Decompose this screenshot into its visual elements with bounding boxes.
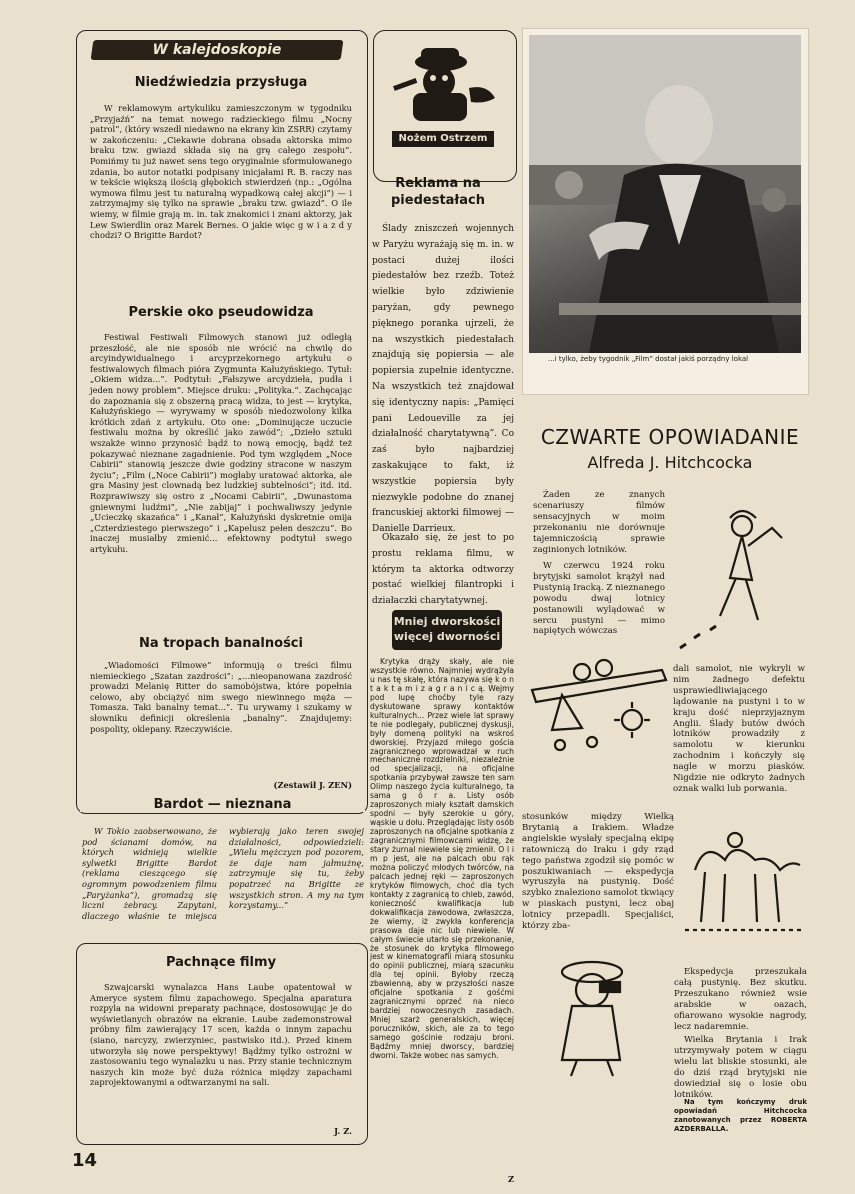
page-number: 14 <box>72 1150 98 1171</box>
hitchcock-p3: dali samolot, nie wykryli w nim żadnego defektu usprawiedliwiającego lądowanie na pustyni i to w kraju dość nieprzyjaznym Anglii. Ślady butów dwóch lotników prowadziły z samolotu w kierunku zachodnim i kończyły się nagle w morzu piasków. Nigdzie nie odkryto żadnych oznak walki lub porwania. <box>673 664 805 794</box>
hitchcock-title1: CZWARTE OPOWIADANIE <box>540 425 800 449</box>
pachnace-title: Pachnące filmy <box>165 955 277 970</box>
dworskosc-title: Mniej dworskości więcej dworności <box>393 615 501 643</box>
bardot-title: Bardot — nieznana <box>80 797 365 812</box>
camel-illustration-icon <box>675 810 810 945</box>
s2-title: Perskie oko pseudowidza <box>128 305 314 320</box>
nozem-label: Nożem Ostrzem <box>398 133 488 144</box>
explorer-illustration-icon <box>660 498 810 658</box>
s1-title: Niedźwiedzia przysługa <box>134 75 308 90</box>
hitchcock-p6: Wielka Brytania i Irak utrzymywały potem w ciągu wielu lat bliskie stosunki, ale do dziś rząd brytyjski nie dowiedział się o losie obu lotników. <box>674 1035 807 1100</box>
hitchcock-p5: Ekspedycja przeszukała całą pustynię. Bez skutku. Przeszukano również wsie arabskie w oazach, ofiarowano wysokie nagrody, lecz nadaremnie. <box>674 967 807 1032</box>
nozem-logo-icon <box>383 38 503 128</box>
pachnace-signature: J. Z. <box>334 1126 352 1136</box>
pachnace-body: Szwajcarski wynalazca Hans Laube opatentował w Ameryce system filmu zapachowego. Specjalna aparatura rozpyla na widowni preparaty pachnące, dostosowując je do wyświetlanych obrazów na ekranie. Laube zademonstrował próbny film zawierający 17 scen, każda o innym zapachu (siano, narcyzy, zwierzyniec, pastwisko itd.). Przed kinem utworzyła się nowe perspektywy! Bądźmy tylko ostrożni w zastosowaniu tego wynalazku u nas. Przy stanie technicznym naszych kin może być duża różnica między zapachami zaprojektowanymi a odtwarzanymi na sali. <box>90 982 352 1088</box>
hitchcock-title2: Alfreda J. Hitchcocka <box>587 453 753 472</box>
s3-body: „Wiadomości Filmowe” informują o treści filmu niemieckiego „Szatan zazdrości”: „...nieopanowana zazdrość prowadzi Melanię Ritter do samobójstwa, które popełnia celowo, aby obciążyć nim swego niewinnego męża — Tomasza. Taki banalny temat...”. Tu urywamy i szukamy w słowniku definicji określenia „banalny”. Znajdujemy: pospolity, oklepany. Rzeczywiście. <box>90 660 352 734</box>
photo-actor <box>529 35 801 353</box>
hitchcock-footer: Na tym kończymy druk opowiadań Hitchcocka zanotowanych przez ROBERTA AZDERBALLA. <box>674 1098 807 1133</box>
hitchcock-p2: W czerwcu 1924 roku brytyjski samolot krążył nad Pustynią Iracką. Z nieznanego powodu dwaj lotnicy postanowili wylądować w sercu pustyni — mimo napiętych wówczas <box>533 561 665 637</box>
dworskosc-body: Krytyka drąży skały, ale nie wszystkie równo. Najmniej wydrążyła u nas tę skałę, która nazywa się k o n t a k t a m i z a g r a n i c ą. Wejmy pod lupę choćby tyle razy dyskutowane sprawy kontaktów kulturalnych... Przez wiele lat sprawy te nie podlegały, publicznej dyskusji, były domeną polityki na wskroś dworskiej. Przyjazd miłego gościa zagranicznego wprowadzał w ruch mechaniczne rozdzielniki, niezależnie od specjalizacji, na oficjalne spotkania przybywał zawsze ten sam Olimp naszego życia kulturalnego, ta sama g ó r a. Listy osób zaproszonych miały kształt damskich spodni — były szerokie u góry, wąskie u dołu. Przeglądając listy osób zaproszonych na oficjalne spotkania z zagranicznymi filmowcami widzę, że stary żurnal niewiele się zmienił. O l i m p jest, ale na palcach obu rąk można policzyć młodych twórców, na palcach jednej ręki — zaproszonych krytyków filmowych, choć dla tych kontakty z zagranicą to chleb, zawód, konieczność kwalifikacja lub dokwalifikacja zawodowa, zwłaszcza, że wiemy, iż zwykła konferencja prasowa daje nic lub niewiele. W całym świecie utarło się przekonanie, że stosunek do krytyka filmowego jest w kinematografii miarą stosunku do opinii publicznej, miarą szacunku dla tej opinii. Byłoby rzeczą zbawienną, aby w przyszłości nasze oficjalne spotkania z gośćmi zagranicznymi oprzeć na nieco bardziej nowoczesnych zasadach. Mniej szarż generalskich, więcej poruczników, skich, ale za to tego samego gościnie rodzaju broni. Bądźmy mniej dworscy, bardziej dworni. Także wobec nas samych. <box>370 657 514 1060</box>
reklama-body2: Okazało się, że jest to po prostu reklama filmu, w którym ta aktorka odtworzy postać wielkiej filantropki i działaczki charytatywnej. <box>372 533 514 607</box>
dworskosc-signature: Z <box>507 1174 514 1184</box>
photo-caption: ...i tylko, żeby tygodnik „Film” dostał jakiś porządny lokal <box>548 355 749 363</box>
plane-illustration-icon <box>522 650 672 775</box>
reklama-body: Ślady zniszczeń wojennych w Paryżu wyrażają się m. in. w postaci dużej ilości piedestałów bez rzeźb. Toteż wielkie było zdziwienie paryżan, gdy pewnego pięknego poranka ujrzeli, że na wszystkich piedestałach znajdują się popiersia — ale popiersia zupełnie identyczne. Na wszystkich też znajdował się identyczny napis: „Pamięci pani Ledoueville za jej działalność charytatywną”. Co zaś było najbardziej zaskakujące to fakt, iż wszystkie popiersia były niezwykle podobne do znanej francuskiej aktorki filmowej — Danielle Darrieux. <box>372 224 514 535</box>
s1-body: W reklamowym artykuliku zamieszczonym w tygodniku „Przyjaźń” na temat nowego radzieckiego filmu „Nocny patrol”, (który wszedł niedawno na ekrany kin ZSRR) czytamy w zakończeniu: „Ciekawie dobrana obsada aktorska mimo braku tzw. gwiazd składa się na grę całego zespołu”. Pomińmy tu już nawet sens tego oryginalnie sformułowanego zdania, bo autor notatki podpisany inicjałami R. B. raczy nas w tekście większą ilością głębokich stwierdzeń (np.: „Ogólna wymowa filmu jest tu naturalną wypadkową całej akcji”) — i zatrzymajmy się tylko na sprawie „braku tzw. gwiazd”. O ile wiemy, w filmie grają m. in. tak znakomici i znani aktorzy, jak Lew Swierdlin oraz Marek Bernes. O jakie więc g w i a z d y chodzi? O Brigitte Bardot? <box>90 103 352 241</box>
s3-signature: (Zestawił J. ZEN) <box>273 780 352 790</box>
hitchcock-p4: stosunków między Wielką Brytanią a Irakiem. Władze angielskie wysłały specjalną ekipę ratowniczą do Iraku i gdy rząd tego państwa zgodził się pomóc w poszukiwaniach — ekspedycja wyruszyła na pustynię. Dość szybko znaleziono samolot tkwiący w piaskach pustyni, lecz obaj lotnicy przepadli. Specjaliści, którzy zba- <box>522 812 674 932</box>
hitchcock-p1: Żaden ze znanych scenariuszy filmów sensacyjnych w moim przekonaniu nie dorównuje tajemniczością sprawie zaginionych lotników. <box>533 490 665 555</box>
reklama-title: Reklama na piedestałach <box>391 176 485 208</box>
binoculars-illustration-icon <box>522 950 672 1080</box>
s3-title: Na tropach banalności <box>139 636 303 651</box>
bardot-body: W Tokio zaobserwowano, że pod ścianami domów, na których widnieją wielkie sylwetki Brigitte Bardot (reklama cieszącego się ogromnym powodzeniem filmu „Paryżanka”), gromadzą się liczni żebracy. Zapytani, dlaczego właśnie te miejsca wybierają jako teren swojej działalności, odpowiedzieli: „Wielu mężczyzn pod pozorem, że daje nam jałmużnę, zatrzymuje się tu, żeby popatrzeć na Brigitte ze wszystkich stron. A my na tym korzystamy...” <box>82 826 364 921</box>
s2-body: Festiwal Festiwali Filmowych stanowi już odległą przeszłość, ale nie sposób nie wrócić na chwilę do arcyindywidualnego i arcyprzekornego artykułu o festiwalowych filmach pióra Zygmunta Kałużyńskiego. Tytuł: „Okiem widza...”. Podtytuł: „Fałszywe arcydzieła, pudła i jeden nowy problem”. Miejsce druku: „Polityka.”. Zachęcając do zapoznania się z obszerną pracą widza, to jest — krytyka, Kałużyńskiego — wyrywamy w sposób niedozwolony kilka krótkich zdań z artykułu. Oto one: „Dominującze uczucie festiwalu można by określić jako zawód”; „Dzieło sztuki wszakże winno przynosić bądź to nową emocję, bądź też pokazywać nieznane zagadnienie. Pod tym względem „Noce Cabirii” stanowią jeszcze dwie godziny stracone w naszym życiu”; „Film („Noce Cabirii”) mogłaby uratować aktorka, ale gra Masiny jest clownadą bez ludzkiej subtelności”; itd. itd. Rozprawiwszy się ostro z „Nocami Cabirii”, „Dwunastoma gniewnymi ludźmi”, „Nie zabijaj” i pochwaliwszy jedynie „Ucieczkę skazańca” i „Kanał”, Kałużyński dyskretnie omija „Czterdziestego pierwszego” i „Kapelusz pełen deszczu”. Bo inaczej musiałby zmienić... efektowny podtytuł swego artykułu. <box>90 332 352 554</box>
kalejdoskop-header-label: W kalejdoskopie <box>152 42 282 58</box>
